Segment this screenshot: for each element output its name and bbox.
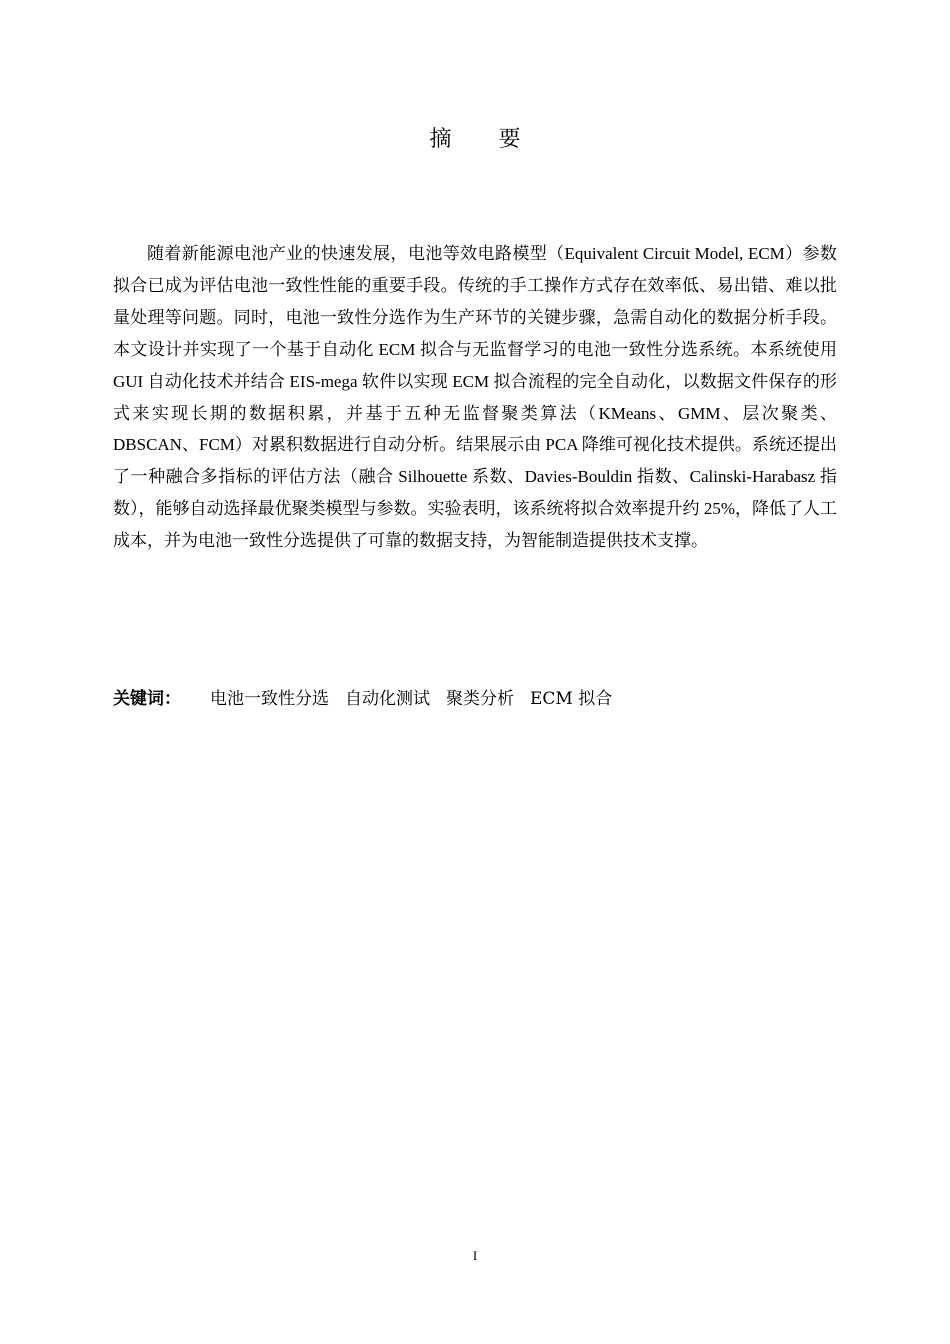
keywords-line bbox=[113, 684, 837, 714]
abstract-paragraph: 随着新能源电池产业的快速发展，电池等效电路模型（Equivalent Circuit Model, ECM）参数拟合已成为评估电池一致性性能的重要手段。传统的手工操作方式存在效率低、易出错、难以批量处理等问题。同时，电池一致性分选作为生产环节的关键步骤，急需自动化的数据分析手段。本文设计并实现了一个基于自动化 ECM 拟合与无监督学习的电池一致性分选系统。本系统使用 GUI 自动化技术并结合 EIS-mega 软件以实现 ECM 拟合流程的完全自动化，以数据文件保存的形式来实现长期的数据积累，并基于五种无监督聚类算法（KMeans、GMM、层次聚类、DBSCAN、FCM）对累积数据进行自动分析。结果展示由 PCA 降维可视化技术提供。系统还提出了一种融合多指标的评估方法（融合 Silhouette 系数、Davies-Bouldin 指数、Calinski-Harabasz 指数），能够自动选择最优聚类模型与参数。实验表明，该系统将拟合效率提升约 25%，降低了人工成本，并为电池一致性分选提供了可靠的数据支持，为智能制造提供技术支撑。 bbox=[113, 244, 837, 551]
page-title: 摘 要 bbox=[429, 127, 541, 152]
keyword-item: 电池一致性分选 bbox=[210, 689, 329, 709]
keywords-label: 关键词： bbox=[113, 689, 181, 709]
page-number: I bbox=[472, 1248, 478, 1263]
keyword-item: 自动化测试 bbox=[345, 689, 430, 709]
keyword-item: 聚类分析 bbox=[446, 689, 514, 709]
keyword-item: ECM 拟合 bbox=[530, 689, 613, 709]
